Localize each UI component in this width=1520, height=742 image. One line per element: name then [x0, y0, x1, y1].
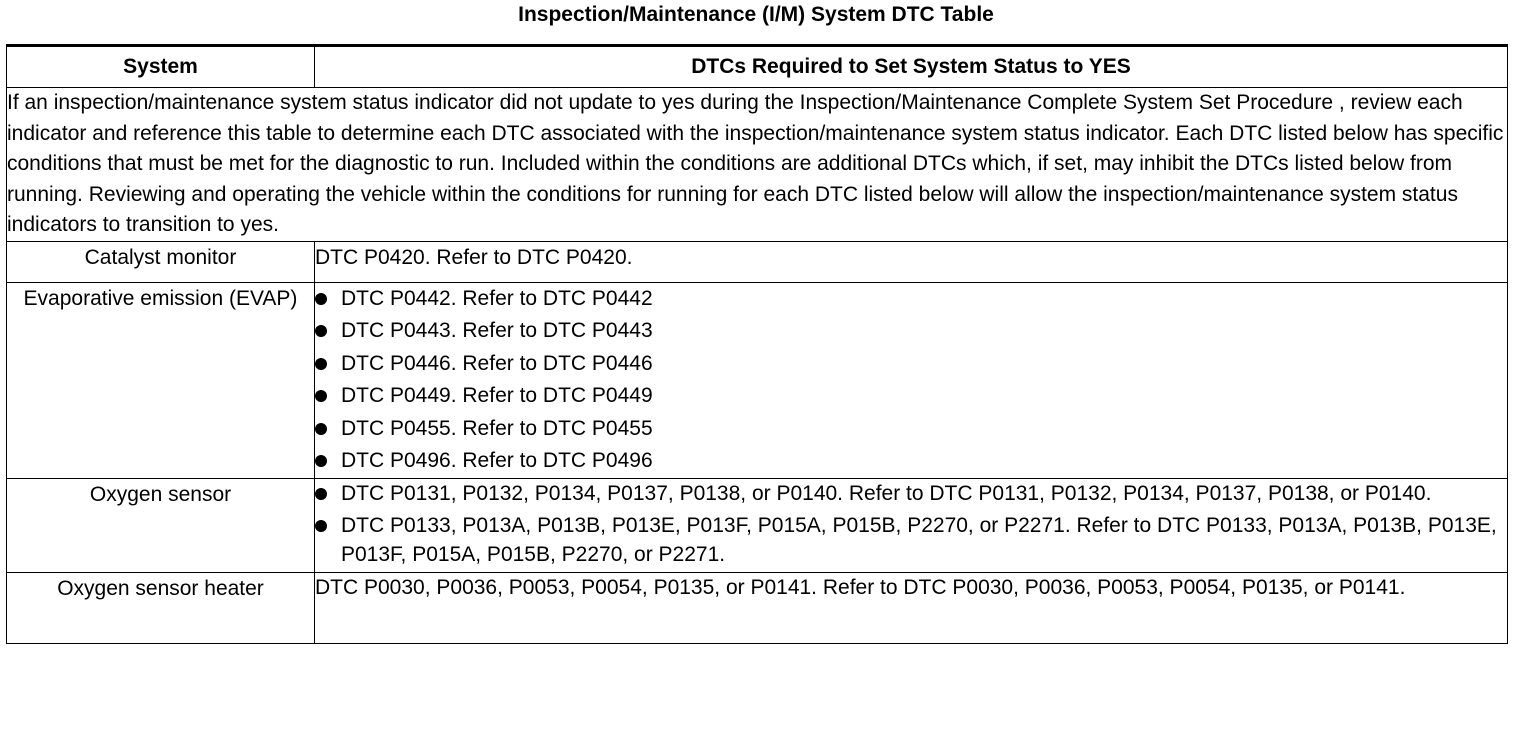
bullet-icon	[315, 520, 327, 532]
bullet-icon	[315, 390, 327, 402]
dtc-list-evap	[315, 283, 1507, 479]
dtc-item-text: DTC P0446. Refer to DTC P0446	[341, 351, 653, 375]
list-item	[315, 283, 1507, 316]
list-item	[315, 479, 1507, 511]
dtc-item-text: DTC P0131, P0132, P0134, P0137, P0138, or P0140. Refer to DTC P0131, P0132, P0134, P0137, P0138, or P0140.	[341, 482, 1432, 506]
bullet-icon	[315, 423, 327, 435]
list-item	[315, 413, 1507, 446]
table-row	[7, 282, 1508, 479]
intro-row	[7, 88, 1508, 242]
system-cell-oxygen-sensor: Oxygen sensor	[7, 479, 315, 573]
system-cell-evap: Evaporative emission (EVAP)	[7, 282, 315, 479]
dtc-item-text: DTC P0133, P013A, P013B, P013E, P013F, P015A, P015B, P2270, or P2271. Refer to DTC P0133, P013A, P013B, P013E, P013F, P015A, P015B, P2270, or P2271.	[341, 514, 1497, 567]
bullet-icon	[315, 358, 327, 370]
list-item	[315, 348, 1507, 381]
table-row	[7, 573, 1508, 644]
table-row	[7, 479, 1508, 573]
dtc-table	[6, 44, 1508, 644]
dtc-cell-oxygen-sensor-heater: DTC P0030, P0036, P0053, P0054, P0135, or P0141. Refer to DTC P0030, P0036, P0053, P0054, P0135, or P0141.	[315, 573, 1508, 644]
dtc-item-text: DTC P0455. Refer to DTC P0455	[341, 416, 653, 440]
dtc-cell-oxygen-sensor	[315, 479, 1508, 573]
dtc-cell-catalyst: DTC P0420. Refer to DTC P0420.	[315, 241, 1508, 282]
list-item	[315, 511, 1507, 572]
table-row	[7, 241, 1508, 282]
list-item	[315, 315, 1507, 348]
column-header-dtcs: DTCs Required to Set System Status to YES	[315, 46, 1508, 88]
dtc-list-oxygen-sensor	[315, 479, 1507, 572]
bullet-icon	[315, 325, 327, 337]
dtc-item-text: DTC P0443. Refer to DTC P0443	[341, 319, 653, 343]
dtc-item-text: DTC P0442. Refer to DTC P0442	[341, 286, 653, 310]
system-cell-oxygen-sensor-heater: Oxygen sensor heater	[7, 573, 315, 644]
list-item	[315, 380, 1507, 413]
page-title: Inspection/Maintenance (I/M) System DTC Table	[518, 3, 994, 26]
dtc-cell-evap	[315, 282, 1508, 479]
dtc-item-text: DTC P0496. Refer to DTC P0496	[341, 449, 653, 473]
column-header-system: System	[7, 46, 315, 88]
table-header-row	[7, 46, 1508, 88]
bullet-icon	[315, 488, 327, 500]
intro-text: If an inspection/maintenance system status indicator did not update to yes during the Inspection/Maintenance Complete System Set Procedure , review each indicator and reference this table to determine each DTC associated with the inspection/maintenance system status indicator. Each DTC listed below has specific conditions that must be met for the diagnostic to run. Included within the conditions are additional DTCs which, if set, may inhibit the DTCs listed below from running. Reviewing and operating the vehicle within the conditions for running for each DTC listed below will allow the inspection/maintenance system status indicators to transition to yes.	[7, 88, 1508, 242]
bullet-icon	[315, 455, 327, 467]
dtc-item-text: DTC P0449. Refer to DTC P0449	[341, 384, 653, 408]
system-cell-catalyst: Catalyst monitor	[7, 241, 315, 282]
list-item	[315, 445, 1507, 478]
bullet-icon	[315, 293, 327, 305]
